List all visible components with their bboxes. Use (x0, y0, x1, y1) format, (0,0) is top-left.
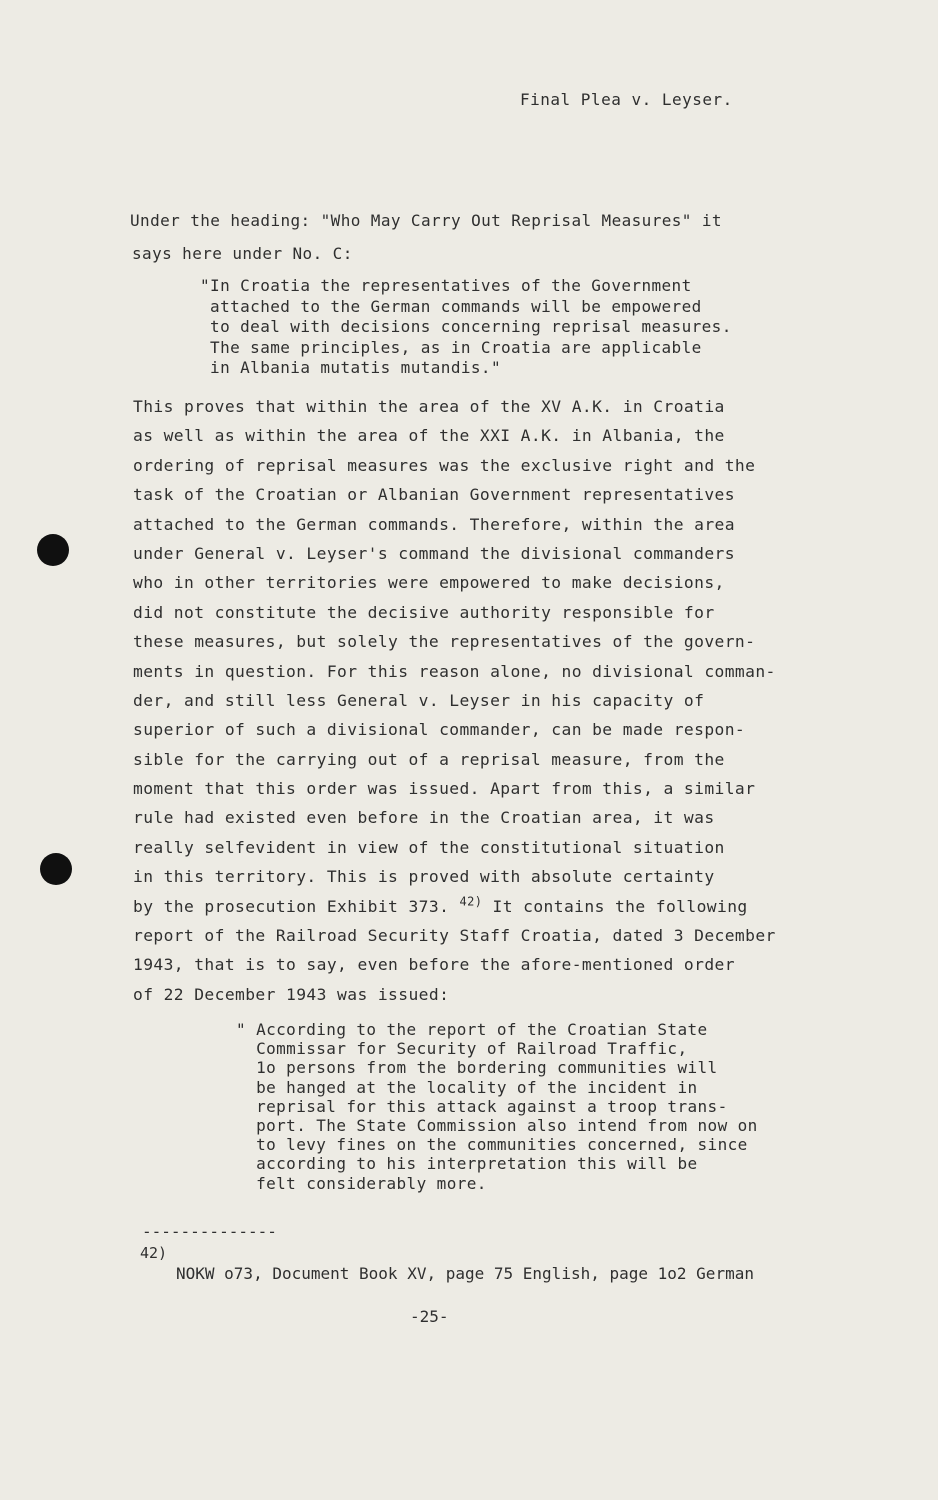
intro-line: Under the heading: "Who May Carry Out Reprisal Measures" it (130, 211, 722, 230)
quote-line: reprisal for this attack against a troop trans- (236, 1096, 728, 1116)
body-line: superior of such a divisional commander, can be made respon- (133, 720, 746, 740)
quote-line: Commissar for Security of Railroad Traffic, (236, 1039, 688, 1059)
quote-line: to levy fines on the communities concerned, since (236, 1135, 748, 1155)
quote-line: be hanged at the locality of the incident in (236, 1077, 698, 1097)
body-line: This proves that within the area of the XV A.K. in Croatia (133, 397, 725, 416)
body-line: moment that this order was issued. Apart from this, a similar (133, 779, 756, 799)
quote-line: port. The State Commission also intend from now on (236, 1115, 758, 1135)
footnote-text: NOKW o73, Document Book XV, page 75 English, page 1o2 German (176, 1264, 754, 1283)
body-line: in this territory. This is proved with absolute certainty (133, 867, 715, 887)
body-line: who in other territories were empowered to make decisions, (133, 573, 725, 593)
footnote-divider: -------------- (142, 1222, 277, 1241)
body-line: sible for the carrying out of a reprisal measure, from the (133, 749, 725, 769)
intro-line: says here under No. C: (132, 244, 353, 263)
intro-paragraph (130, 204, 850, 270)
body-line: under General v. Leyser's command the divisional commanders (133, 543, 735, 563)
main-paragraph (133, 392, 893, 1009)
exhibit-text-start: by the prosecution Exhibit 373. (133, 896, 460, 916)
body-line: task of the Croatian or Albanian Government representatives (133, 485, 735, 505)
quote-line: "In Croatia the representatives of the Government (200, 276, 692, 295)
punch-hole-top (37, 534, 69, 566)
quote-line: attached to the German commands will be empowered (200, 296, 702, 316)
quote-line: according to his interpretation this will be (236, 1154, 698, 1174)
body-line: these measures, but solely the representatives of the govern- (133, 632, 756, 652)
body-line: as well as within the area of the XXI A.K. in Albania, the (133, 426, 725, 446)
punch-hole-bottom (40, 853, 72, 885)
footnote-mark: 42) (140, 1244, 168, 1262)
body-line: der, and still less General v. Leyser in his capacity of (133, 690, 705, 710)
footnote-reference: 42) (459, 894, 483, 909)
quote-line: to deal with decisions concerning reprisal measures. (200, 317, 732, 336)
quote-line: The same principles, as in Croatia are applicable (200, 337, 702, 357)
page-number: -25- (410, 1307, 449, 1326)
body-line: ments in question. For this reason alone, no divisional comman- (133, 661, 776, 681)
document-header: Final Plea v. Leyser. (520, 90, 733, 109)
body-line: report of the Railroad Security Staff Croatia, dated 3 December (133, 926, 776, 946)
quote-croatia-albania (200, 276, 860, 379)
quote-line: " According to the report of the Croatian State (236, 1020, 708, 1039)
quote-railroad-report (236, 1020, 876, 1193)
body-line: really selfevident in view of the constitutional situation (133, 837, 725, 857)
body-line: 1943, that is to say, even before the afore-mentioned order (133, 955, 735, 975)
body-line: of 22 December 1943 was issued: (133, 984, 450, 1004)
exhibit-text-end: It contains the following (482, 896, 748, 916)
body-line: rule had existed even before in the Croatian area, it was (133, 808, 715, 828)
body-line: did not constitute the decisive authority responsible for (133, 602, 715, 622)
quote-line: in Albania mutatis mutandis." (200, 358, 501, 377)
quote-line: 1o persons from the bordering communities will (236, 1058, 718, 1078)
body-line-exhibit (133, 892, 893, 921)
quote-line: felt considerably more. (236, 1173, 487, 1193)
body-line: attached to the German commands. Therefore, within the area (133, 514, 735, 534)
body-line: ordering of reprisal measures was the exclusive right and the (133, 455, 756, 475)
